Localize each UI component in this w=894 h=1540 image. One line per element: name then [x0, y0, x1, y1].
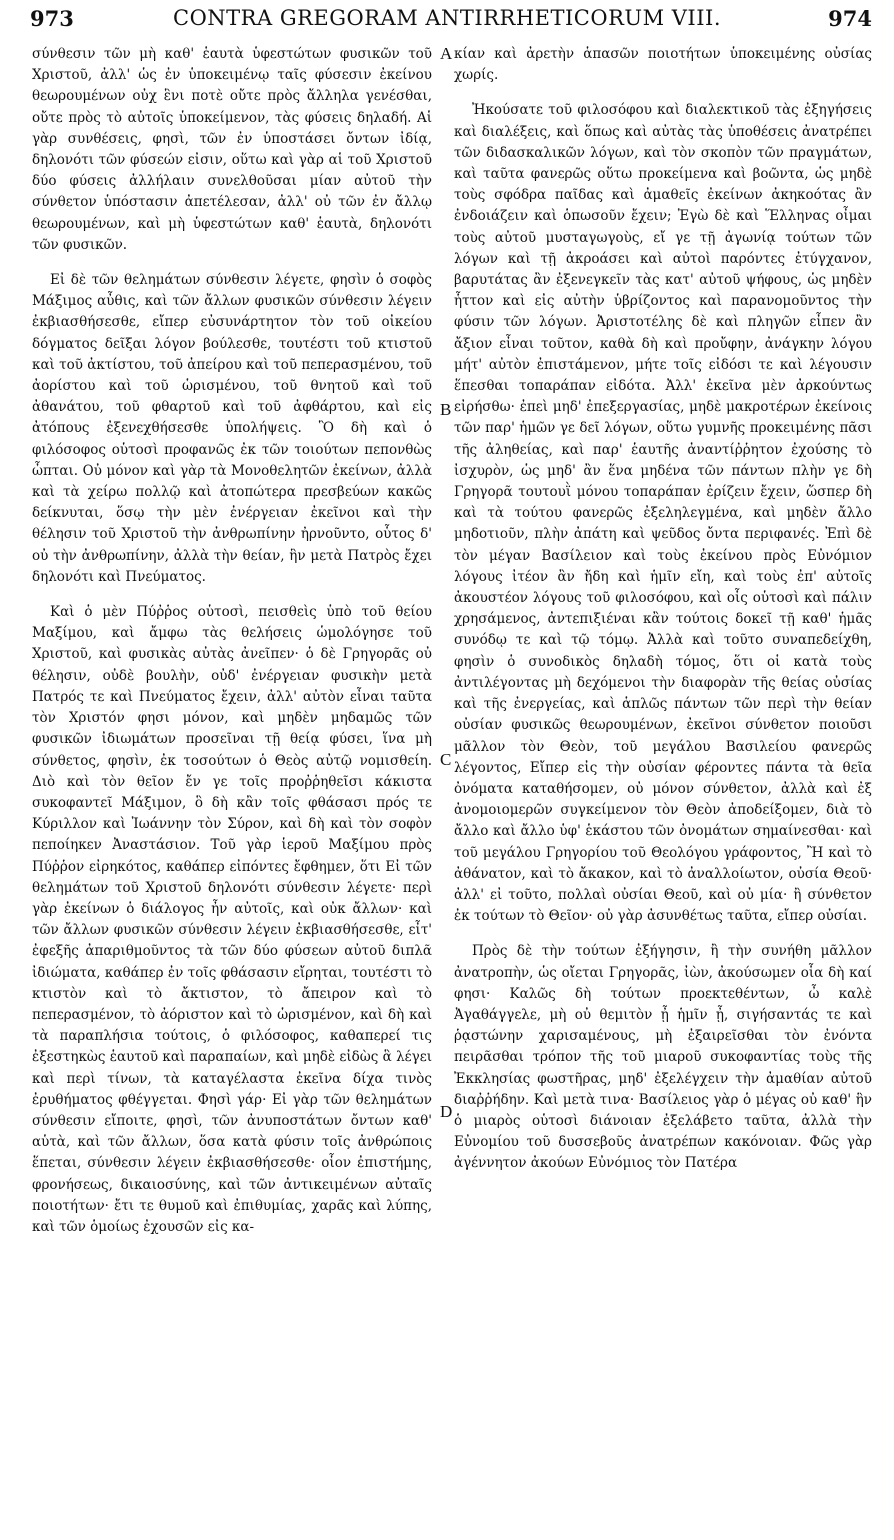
paragraph: Ἠκούσατε τοῦ φιλοσόφου καὶ διαλεκτικοῦ τὰς ἐξηγήσεις καὶ διαλέξεις, καὶ ὅπως καὶ αὐτὰς τὰς ὑποθέσεις ἀνατρέπει τῶν διδασκαλικῶν λόγων, καὶ τὸν σκοπὸν τῶν πραγμάτων, καὶ ταῦτα φανερῶς οὕτω προκείμενα καὶ βοῶντα, ὡς μηδὲ τοὺς σφόδρα παῖδας καὶ ἀμαθεῖς ἐκείνων ἀκηκοότας ἂν ἐνδοιάζειν καὶ ὁπωσοῦν ἔχειν; Ἐγὼ δὲ καὶ Ἕλληνας οἶμαι τοὺς αὐτοῦ μυσταγωγοὺς, εἴ γε τῇ ἀγωνίᾳ τούτων τῶν λόγων καὶ τῇ ἀκροάσει καὶ αὐτοὶ παρόντες ἐτύγχανον, βαρυτάτας ἂν ἐξενεγκεῖν τὰς κατ' αὐτοῦ ψήφους, ὡς μηδὲν ἧττον καὶ εἰς αὐτὴν ὑβρίζοντος καὶ παρανομοῦντος τὴν φύσιν τῶν λόγων. Ἀριστοτέλης δὲ καὶ πληγῶν εἶπεν ἂν ἄξιον εἶναι τοῦτον, καθὰ δὴ καὶ προὔφην, ἀνάγκην λόγου μήτ' αὐτὸν ἐπιστάμενον, μήτε τοῖς εἰδόσι τε καὶ λέγουσιν ἕπεσθαι τοπαράπαν εἰδότα. Ἀλλ' ἐκεῖνα μὲν ἀρκούντως εἰρήσθω· ἐπεὶ μηδ' ἐπεξεργασίας, μηδὲ μακροτέρων ἐκείνοις τῶν παρ' ἡμῶν γε δεῖ λόγων, οὕτω γυμνῆς προκειμένης πᾶσι τῆς ἀληθείας, καὶ παρ' ἑαυτῆς ἀναντίῤῥητον ἐχούσης τὸ ἰσχυρὸν, ὡς μηδ' ἂν ἕνα μηδένα τῶν πάντων πλὴν γε δὴ Γρηγορᾶ τουτουῒ μόνου τοπαράπαν ἐρίζειν ἔχειν, ὥσπερ δὴ καὶ τὰ τούτου φανερῶς ἐξεληλεγμένα, καὶ μηδὲν ἄλλο μηδοτιοῦν, πλὴν ἀπάτη καὶ ψεῦδος ὄντα περιφανές. Ἐπὶ δὲ τὸν μέγαν Βασίλειον καὶ τοὺς ἐκείνου πρὸς Εὐνόμιον λόγους ἰτέον ἂν ἤδη καὶ ἡμῖν εἴη, καὶ τοὺς ἐπ' αὐτοῖς ἀκουστέον λόγους τοῦ φιλοσόφου, καὶ οἷς οὑτοσὶ καὶ πάλιν χρησάμενος, ἀντεπιξιέναι κἂν τούτοις δοκεῖ τῇ καθ' ἡμᾶς συνόδῳ τε καὶ τῷ τόμῳ. Ἀλλὰ καὶ τοῦτο συναπεδείχθη, φησὶν ὁ συνοδικὸς δηλαδὴ τόμος, ὅτι οἱ κατὰ τοὺς ἀντιλέγοντας μὴ δεχόμενοι τὴν διαφορὰν τῆς θείας οὐσίας καὶ τῆς ἐνεργείας, καὶ ἁπλῶς πάντων τῶν περὶ τὴν θείαν οὐσίαν φυσικῶς θεωρουμένων, ἐκεῖνοι σύνθετον ποιοῦσι μᾶλλον τὸν Θεὸν, τοῦ μεγάλου Βασιλείου φανερῶς λέγοντος, Εἴπερ εἰς τὴν οὐσίαν φέροντες πάντα τὰ θεῖα ὀνόματα καταθήσομεν, οὐ μόνον σύνθετον, ἀλλὰ καὶ ἐξ ἀνομοιομερῶν συγκείμενον τὸν Θεὸν ἀποδείξομεν, διὰ τὸ ἄλλο καὶ ἄλλο ὑφ' ἑκάστου τῶν ὀνομάτων σημαίνεσθαι· καὶ τοῦ μεγάλου Γρηγορίου τοῦ Θεολόγου γράφοντος, Ἢ καὶ τὸ ἀθάνατον, καὶ τὸ ἄκακον, καὶ τὸ ἀναλλοίωτον, οὐσία Θεοῦ· ἀλλ' εἰ τοῦτο, πολλαὶ οὐσίαι Θεοῦ, καὶ οὐ μία· ἢ σύνθετον ἐκ τούτων τὸ Θεῖον· οὐ γὰρ ἀσυνθέτως ταῦτα, εἴπερ οὐσίαι.: [454, 102, 872, 925]
paragraph: Πρὸς δὲ τὴν τούτων ἐξήγησιν, ἢ τὴν συνήθη μᾶλλον ἀνατροπὴν, ὡς οἴεται Γρηγορᾶς, ἰὼν, ἀκούσωμεν οἷα δὴ καί φησι· Καλῶς δὴ τούτων προεκτεθέντων, ὦ καλὲ Ἀγαθάγγελε, μὴ οὐ θεμιτὸν ᾖ ἡμῖν ᾖ, σιγήσαντάς τε καὶ ῥᾳστώνην χαρισαμένους, μὴ ἐξαιρεῖσθαι τὸν ἐνόντα πειρᾶσθαι τρόπον τῆς τοῦ μιαροῦ συκοφαντίας τοὺς τῆς Ἐκκλησίας φωστῆρας, μηδ' ἐξελέγχειν τὴν ἀμαθίαν αὐτοῦ διαῤῥήδην. Καὶ μετὰ τινα· Βασίλειος γὰρ ὁ μέγας οὐ καθ' ἣν ὁ μιαρὸς οὑτοσὶ διάνοιαν ἐξελάβετο ταῦτα, ἀλλὰ τὴν Εὐνομίου τοῦ δυσσεβοῦς ἀνατρέπων κακόνοιαν. Φῶς γὰρ ἀγέννητον ἀκούων Εὐνόμιος τὸν Πατέρα: [454, 943, 872, 1172]
paragraph: σύνθεσιν τῶν μὴ καθ' ἑαυτὰ ὑφεστώτων φυσικῶν τοῦ Χριστοῦ, ἀλλ' ὡς ἐν ὑποκειμένῳ ταῖς φύσεσιν ἐκείνου θεωρουμένων οὐχ ἓνι ποτὲ οὔτε πρὸς ἄλληλα γενέσθαι, οὔτε πρὸς τὸ αὐτοῖς ὑποκείμενον, τὰς φύσεις δηλαδή. Αἱ γὰρ συνθέσεις, φησὶ, τῶν ἐν ὑποστάσει ὄντων ἰδίᾳ, δηλονότι τῶν φύσεών εἰσιν, οὕτω καὶ γὰρ αἱ τοῦ Χριστοῦ δύο φύσεις ἀλλήλαιν συνελθοῦσαι μίαν αὐτοῦ τὴν σύνθετον ὑπόστασιν ἀπετέλεσαν, ἀλλ' οὐ τῶν ἐν ἄλλῳ θεωρουμένων, καὶ μὴ ὑφεστώτων καθ' ἑαυτὰ, δηλονότι τῶν φυσικῶν.: [32, 46, 432, 253]
margin-marker-c: C: [440, 750, 452, 769]
right-column: [454, 44, 872, 1189]
paragraph: Καὶ ὁ μὲν Πύῤῥος οὑτοσὶ, πεισθεὶς ὑπὸ τοῦ θείου Μαξίμου, καὶ ἄμφω τὰς θελήσεις ὡμολόγησε τοῦ Χριστοῦ, καὶ φυσικὰς αὐτὰς ἀνεῖπεν· ὁ δὲ Γρηγορᾶς οὐ θέλησιν, οὐδὲ βουλὴν, οὐδ' ἐνέργειαν φυσικὴν μετὰ Πατρός τε καὶ Πνεύματος ἔχειν, ἀλλ' αὐτὸν εἶναι ταῦτα τὸν Χριστόν φησι μόνον, καὶ μηδὲν μηδαμῶς τῶν φυσικῶν ἰδιωμάτων προσεῖναι τῇ θείᾳ φύσει, ἵνα μὴ σύνθετος, φησὶν, ἐκ τοσούτων ὁ Θεὸς αὐτῷ νομισθείη. Διὸ καὶ τὸν θεῖον ἔν γε τοῖς προῤῥηθεῖσι κάκιστα συκοφαντεῖ Μάξιμον, ὃ δὴ κἂν τοῖς φθάσασι πρός τε Κύριλλον καὶ Ἰωάννην τὸν Σύρον, καὶ δὴ καὶ τὸν σοφὸν πεποίηκεν Ἀναστάσιον. Τοῦ γὰρ ἱεροῦ Μαξίμου πρὸς Πύῤῥον εἰρηκότος, καθάπερ εἰπόντες ἔφθημεν, ὅτι Εἰ τῶν θελημάτων τοῦ Χριστοῦ δηλονότι σύνθεσιν λέγετε· περὶ γὰρ ἐκείνων ὁ διάλογος ἦν αὐτοῖς, καὶ οὐκ ἄλλων· καὶ τῶν ἄλλων φυσικῶν σύνθεσιν λέγειν ἐκβιασθήσεσθε, εἶτ' ἐφεξῆς ἀπαριθμοῦντος τὰ τῶν δύο φύσεων αὐτοῦ διπλᾶ ἰδιώματα, καθάπερ ἐν τοῖς φθάσασιν εἴρηται, τουτέστι τὸ κτιστὸν καὶ τὸ ἄκτιστον, τὸ ἄπειρον καὶ τὸ πεπερασμένον, τὸ ἀόριστον καὶ τὸ ὡρισμένον, καὶ δὴ καὶ τὰ παραπλήσια τούτοις, ὁ φιλόσοφος, καθαπερεί τις ἐξεστηκὼς ἑαυτοῦ καὶ παραπαίων, καὶ μηδὲ εἰδὼς ἃ λέγει καὶ περὶ τίνων, τὰ καταγέλαστα ἐκεῖνα δίχα τινὸς ἐρυθήματος φθέγγεται. Φησὶ γάρ· Εἰ γὰρ τῶν θελημάτων σύνθεσιν εἴποιτε, φησὶ, τῶν ἀνυποστάτων ὄντων καθ' αὑτὰ, καὶ τῶν ἄλλων, ὅσα κατὰ φύσιν τοῖς ἀνθρώποις ἕπεται, σύνθεσιν λέγειν ἐκβιασθήσεσθε· οἷον ἐπιστήμης, φρονήσεως, δικαιοσύνης, καὶ τῶν ἀντικειμένων αὐταῖς ποιοτήτων· ἔτι τε θυμοῦ καὶ ἐπιθυμίας, χαρᾶς καὶ λύπης, καὶ τῶν ὁμοίως ἐχουσῶν εἰς κα-: [32, 604, 432, 1235]
running-title: CONTRA GREGORAM ANTIRRHETICORUM VIII.: [173, 6, 721, 30]
left-column: [32, 44, 432, 1252]
margin-marker-b: B: [440, 400, 452, 419]
paragraph: Εἰ δὲ τῶν θελημάτων σύνθεσιν λέγετε, φησὶν ὁ σοφὸς Μάξιμος αὖθις, καὶ τῶν ἄλλων φυσικῶν σύνθεσιν λέγειν ἐκβιασθήσεσθε, εἴπερ εὐσυνάρτητον τὸν τοῦ οἰκείου δόγματος δεῖξαι λόγον βούλεσθε, τουτέστι τοῦ κτιστοῦ καὶ τοῦ ἀκτίστου, τοῦ ἀπείρου καὶ τοῦ πεπερασμένου, τοῦ ἀορίστου καὶ τοῦ ὡρισμένου, τοῦ θνητοῦ καὶ τοῦ ἀθανάτου, τοῦ φθαρτοῦ καὶ τοῦ ἀφθάρτου, καὶ εἰς ἀτόπους ἐξενεχθήσεσθε ὑπολήψεις. Ὃ δὴ καὶ ὁ φιλόσοφος οὑτοσὶ προφανῶς ἐκ τῶν τοιούτων πεπονθὼς ὦπται. Οὐ μόνον καὶ γὰρ τὰ Μονοθελητῶν ἐκείνων, ἀλλὰ καὶ τὰ χείρω πολλῷ καὶ ἀτοπώτερα πρεσβεύων κακῶς δείκνυται, ὅσῳ τὴν μὲν ἐνέργειαν ἐκεῖνοι καὶ τὴν θέλησιν τοῦ Χριστοῦ τὴν ἀνθρωπίνην ἠρνοῦντο, οὗτος δ' οὐ τὴν ἀνθρωπίνην, ἀλλὰ τὴν θείαν, ἣν μετὰ Πατρὸς ἔχει δηλονότι καὶ Πνεύματος.: [32, 272, 433, 585]
margin-marker-a: A: [440, 44, 453, 63]
paragraph: κίαν καὶ ἀρετὴν ἁπασῶν ποιοτήτων ὑποκειμένης οὐσίας χωρίς.: [454, 46, 872, 84]
margin-marker-d: D: [440, 1102, 453, 1121]
page-number-right: 974: [828, 6, 872, 31]
page-header: [0, 0, 894, 44]
page-number-left: 973: [30, 6, 74, 31]
